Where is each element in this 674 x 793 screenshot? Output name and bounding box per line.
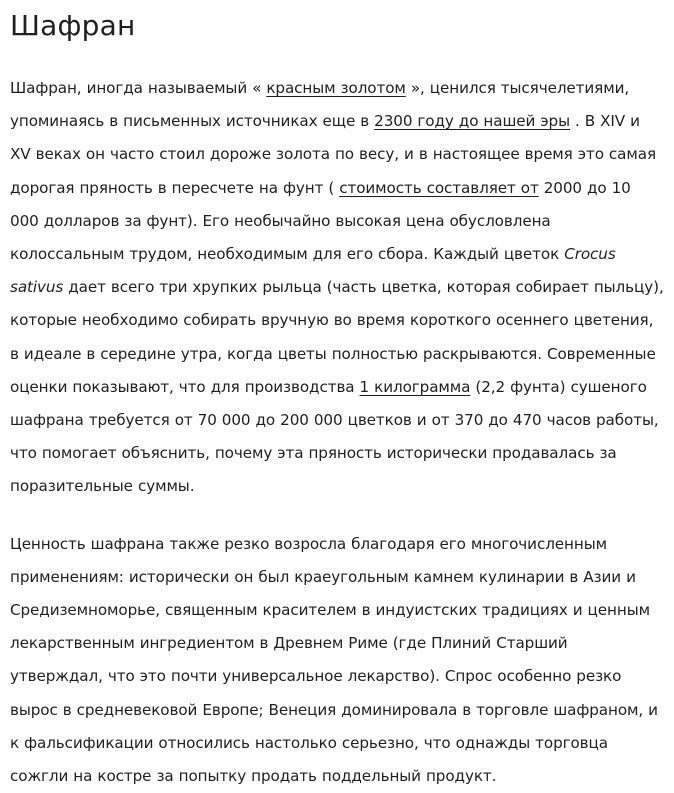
link-cost[interactable]: стоимость составляет от: [339, 178, 539, 197]
link-2300-bc[interactable]: 2300 году до нашей эры: [374, 112, 570, 131]
p1-text-6: (2,2 фунта) сушеного шафрана требуется от 70 000 до 200 000 цветков и от 370 до 470 часов работы, что помогает объяснить, почему эта пряность исторически продавалась за поразительные суммы.: [10, 377, 659, 496]
p1-text-4: 2000 до 10 000 долларов за фунт). Его необычайно высокая цена обусловлена колоссальным трудом, необходимым для его сбора. Каждый цветок: [10, 178, 631, 264]
paragraph-2: Ценность шафрана также резко возросла благодаря его многочисленным применениям: исторически он был краеугольным камнем кулинарии в Азии и Средиземноморье, священным красителем в индуистских традициях и ценным лекарственным ингредиентом в Древнем Риме (где Плиний Старший утверждал, что это почти универсальное лекарство). Спрос особенно резко вырос в средневековой Европе; Венеция доминировала в торговле шафраном, и к фальсификации относились настолько серьезно, что однажды торговца сожгли на костре за попытку продать поддельный продукт.: [10, 534, 658, 786]
link-red-gold[interactable]: красным золотом: [266, 79, 406, 97]
species-name: Crocus sativus: [10, 245, 616, 297]
page-title: Шафран: [10, 9, 136, 42]
article: [10, 0, 664, 793]
p1-text-2: », ценился тысячелетиями, упоминаясь в письменных источниках еще в: [10, 79, 630, 131]
link-1-kilogram[interactable]: 1 килограмма: [359, 377, 471, 396]
p1-text-3: . В XIV и XV веках он часто стоил дороже золота по весу, и в настоящее время это самая дорогая пряность в пересчете на фунт (: [10, 112, 656, 197]
p1-text-1: Шафран, иногда называемый «: [10, 79, 267, 97]
p1-text-5: дает всего три хрупких рыльца (часть цветка, которая собирает пыльцу), которые необходимо собирать вручную во время короткого осеннего цветения, в идеале в середине утра, когда цветы полностью раскрываются. Современные оценки показывают, что для производства: [10, 278, 664, 396]
paragraph-1: [10, 72, 664, 504]
